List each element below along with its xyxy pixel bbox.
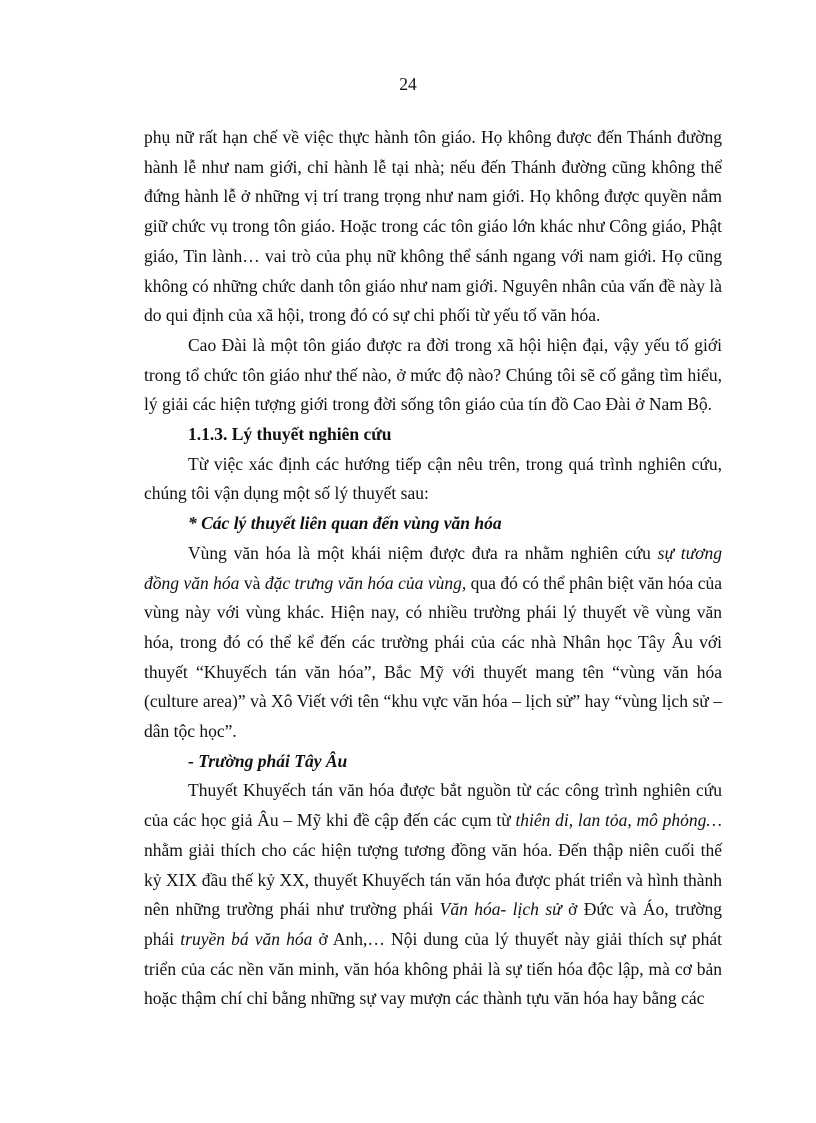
subheading-western-school: - Trường phái Tây Âu [188,750,348,771]
italic-run: đặc trưng văn hóa của vùng, [264,572,467,593]
italic-run: Văn hóa- lịch sử [439,899,562,920]
italic-run: truyền bá văn hóa [180,928,313,949]
italic-run: sự tương đồng văn hóa [144,542,723,593]
body-text [144,123,722,1014]
text-run: ở Anh,… Nội dung của lý thuyết này giải thích sự phát triển của các nền văn minh, văn hóa không phải là sự tiến hóa độc lập, mà cơ bản hoặc thậm chí chỉ bằng những sự vay mượn các thành tựu văn hóa hay bằng các [144,928,722,1009]
text-run: Vùng văn hóa là một khái niệm được đưa ra nhằm nghiên cứu [188,542,658,563]
text-run: qua đó có thể phân biệt văn hóa của vùng này với vùng khác. Hiện nay, có nhiều trường phái lý thuyết về vùng văn hóa, trong đó có thể kể đến các trường phái của các nhà Nhân học Tây Âu với thuyết “Khuyếch tán văn hóa”, Bắc Mỹ với thuyết mang tên “vùng văn hóa (culture area)” và Xô Viết với tên “khu vực văn hóa – lịch sử” hay “vùng lịch sử – dân tộc học”. [144,572,722,742]
section-heading-1-1-3: 1.1.3. Lý thuyết nghiên cứu [188,424,392,445]
paragraph-cultural-region [144,539,722,747]
page-number: 24 [399,74,417,94]
text-run: Thuyết Khuyếch tán văn hóa được bắt nguồn từ các công trình nghiên cứu của các học giả Âu – Mỹ khi đề cập đến các cụm từ [144,780,722,831]
paragraph-women-religion: phụ nữ rất hạn chế về việc thực hành tôn giáo. Họ không được đến Thánh đường hành lễ như nam giới, chỉ hành lễ tại nhà; nếu đến Thánh đường cũng không thể đứng hành lễ ở những vị trí trang trọng như nam giới. Họ không được quyền nắm giữ chức vụ trong tôn giáo. Hoặc trong các tôn giáo lớn khác như Công giáo, Phật giáo, Tin lành… vai trò của phụ nữ không thể sánh ngang với nam giới. Họ cũng không có những chức danh tôn giáo như nam giới. Nguyên nhân của vấn đề này là do qui định của xã hội, trong đó có sự chi phối từ yếu tố văn hóa. [144,127,722,326]
text-run: và [239,572,265,593]
paragraph-diffusion-theory [144,776,722,1014]
text-run: ở Đức và Áo, trường phái [144,899,722,949]
italic-run: thiên di, lan tỏa, mô phỏng… [515,810,722,831]
text-run: nhằm giải thích cho các hiện tượng tương đồng văn hóa. Đến thập niên cuối thế kỷ XIX đầu thế kỷ XX, thuyết Khuyếch tán văn hóa được phát triển và hình thành nên những trường phái như trường phái [144,839,722,920]
subheading-cultural-region-theories: * Các lý thuyết liên quan đến vùng văn hóa [188,513,502,534]
paragraph-theories-intro: Từ việc xác định các hướng tiếp cận nêu trên, trong quá trình nghiên cứu, chúng tôi vận dụng một số lý thuyết sau: [144,453,722,504]
paragraph-cao-dai: Cao Đài là một tôn giáo được ra đời trong xã hội hiện đại, vậy yếu tố giới trong tổ chức tôn giáo như thế nào, ở mức độ nào? Chúng tôi sẽ cố gắng tìm hiểu, lý giải các hiện tượng giới trong đời sống tôn giáo của tín đồ Cao Đài ở Nam Bộ. [144,334,722,415]
